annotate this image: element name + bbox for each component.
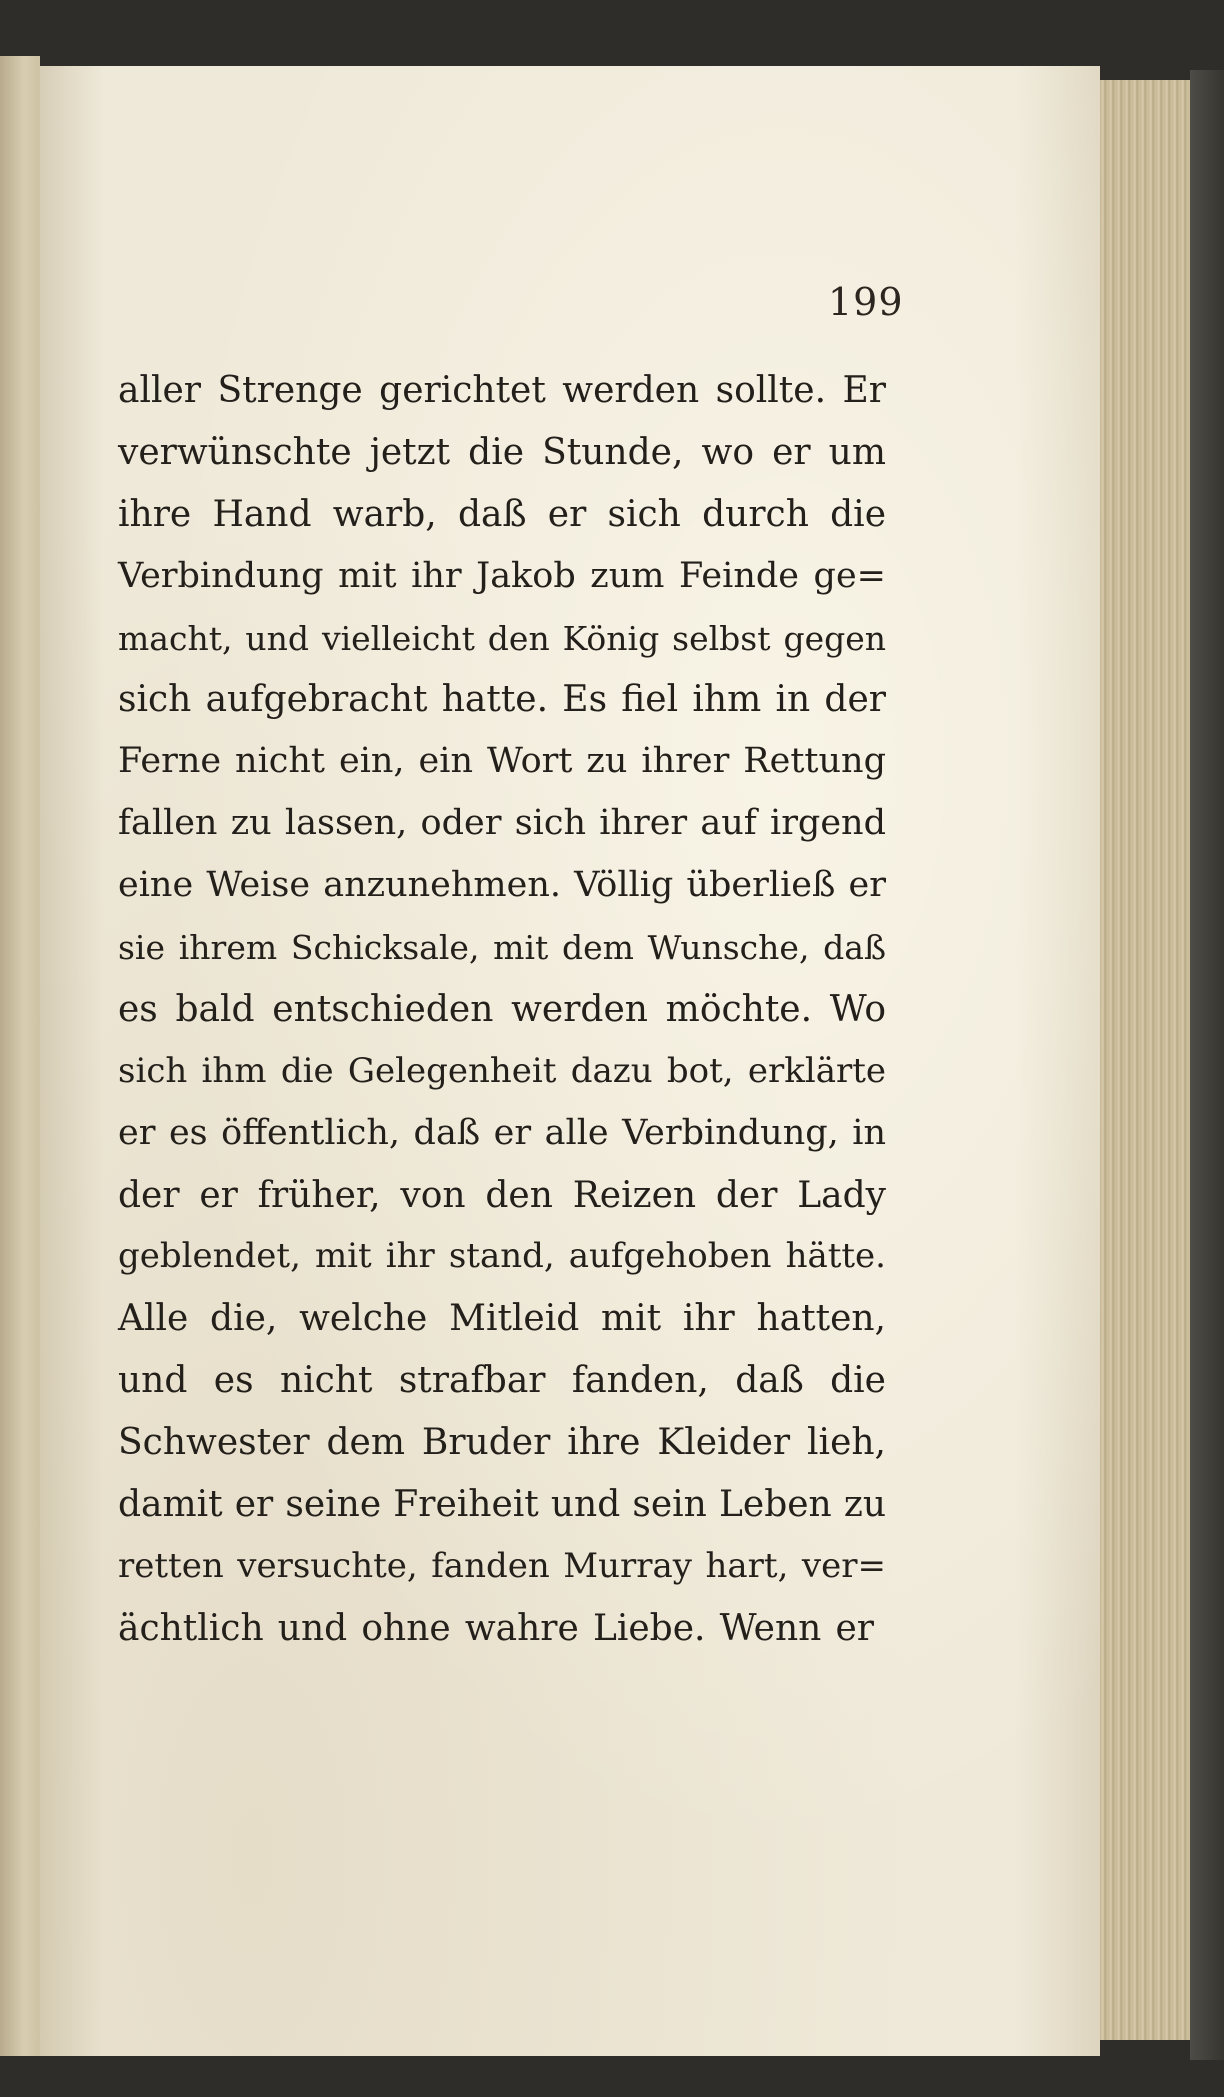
text-line: fallen zu lassen, oder sich ihrer auf irgend xyxy=(118,803,886,844)
text-line: Alle die, welche Mitleid mit ihr hatten, xyxy=(118,1298,886,1340)
text-line: retten versuchte, fanden Murray hart, ver= xyxy=(118,1545,886,1586)
page-block-edges xyxy=(1100,80,1190,2040)
page-number: 199 xyxy=(828,280,904,324)
text-line: ihre Hand warb, daß er sich durch die xyxy=(118,493,886,535)
text-line: eine Weise anzunehmen. Völlig überließ er xyxy=(118,865,886,906)
text-line: damit er seine Freiheit und sein Leben zu xyxy=(118,1484,886,1526)
text-line: macht, und vielleicht den König selbst gegen xyxy=(118,618,886,658)
text-line: und es nicht strafbar fanden, daß die xyxy=(118,1360,886,1402)
book-cover-edge xyxy=(1190,70,1224,2060)
text-line: Verbindung mit ihr Jakob zum Feinde ge= xyxy=(118,555,886,596)
text-line: sich ihm die Gelegenheit dazu bot, erklärte xyxy=(118,1050,886,1091)
text-line: Schwester dem Bruder ihre Kleider lieh, xyxy=(118,1422,886,1464)
text-line: Ferne nicht ein, ein Wort zu ihrer Rettung xyxy=(118,741,886,782)
text-line: geblendet, mit ihr stand, aufgehoben hätte. xyxy=(118,1236,886,1277)
text-line: ächtlich und ohne wahre Liebe. Wenn er xyxy=(118,1607,874,1649)
body-text xyxy=(118,360,886,1660)
text-line: aller Strenge gerichtet werden sollte. Er xyxy=(118,370,886,411)
text-line: der er früher, von den Reizen der Lady xyxy=(118,1174,886,1216)
text-line: verwünschte jetzt die Stunde, wo er um xyxy=(118,431,886,473)
text-line: sie ihrem Schicksale, mit dem Wunsche, daß xyxy=(118,928,886,968)
text-line: er es öffentlich, daß er alle Verbindung, in xyxy=(118,1112,886,1153)
text-line: sich aufgebracht hatte. Es fiel ihm in der xyxy=(118,679,886,721)
previous-page-edge xyxy=(0,56,40,2056)
text-line: es bald entschieden werden möchte. Wo xyxy=(118,988,886,1030)
